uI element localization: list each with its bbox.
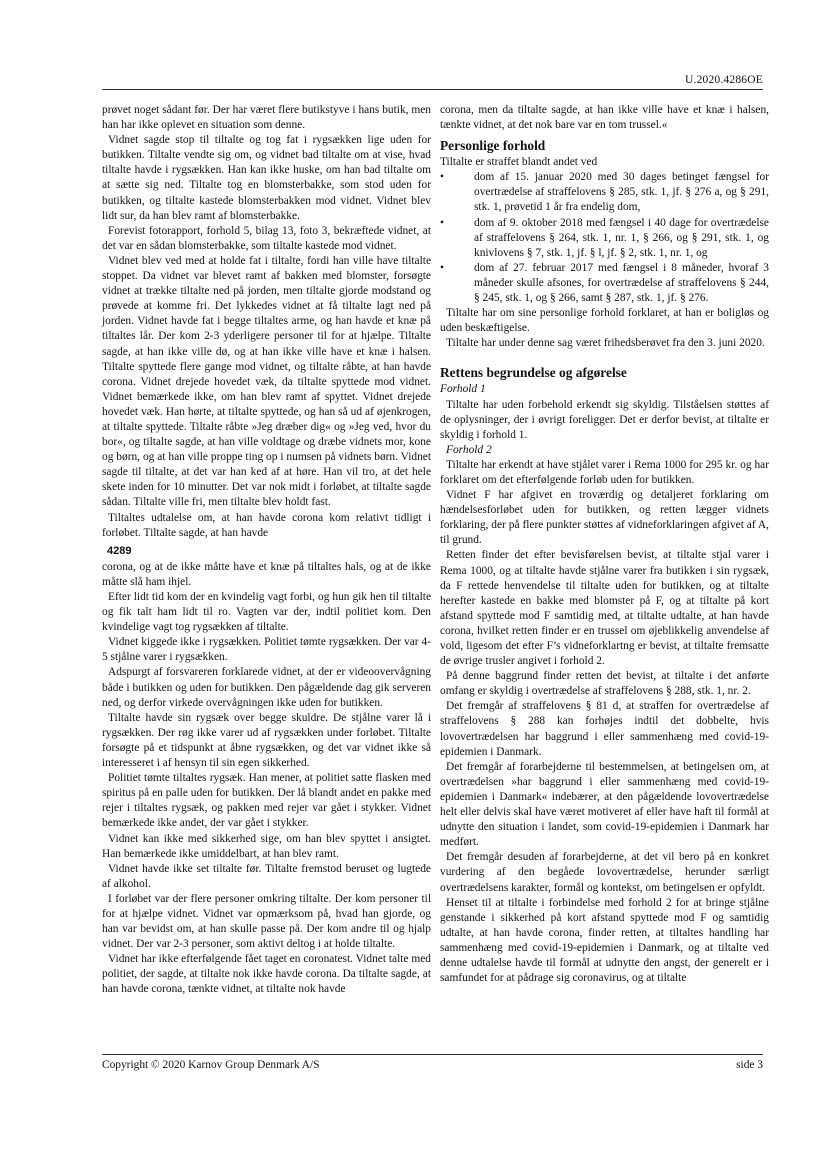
paragraph: På denne baggrund finder retten det bevist, at tiltalte i det anførte omfang er skyldig i overtrædelse af straffelovens § 288, stk. 1, nr. 2. [440,670,769,698]
paragraph: Tiltalte er straffet blandt andet ved [440,156,598,169]
subheading-forhold-1: Forhold 1 [440,383,486,396]
paragraph: Vidnet har ikke efterfølgende fået taget en coronatest. Vidnet talte med politiet, der sagde, at tiltalte nok ikke havde corona. Da tiltalte sagde, at han havde corona, tænkte vidnet, at tiltalte nok havde [102,953,431,996]
paragraph: Tiltalte har erkendt at have stjålet varer i Rema 1000 for 295 kr. og har forklaret om det efterfølgende forløb uden for butikken. [440,458,769,486]
list-item-text: dom af 15. januar 2020 med 30 dages betinget fængsel for overtrædelse af straffelovens § 285, stk. 1, jf. § 276 a, og § 291, stk. 1, prøvetid 1 år fra endelig dom, [474,171,769,214]
paragraph: Adspurgt af forsvareren forklarede vidnet, at der er videoovervågning både i butikken og uden for butikken. Den pågældende dag gik serveren ned, og derfor virkede overvågningen ikke uden for butikken. [102,666,431,709]
list-item-text: dom af 27. februar 2017 med fængsel i 8 måneder, hvoraf 3 måneder skulle afsones, for overtrædelse af straffelovens § 244, § 245, stk. 1, og § 266, samt § 287, stk. 1, jf. § 276. [474,261,769,305]
list-item [440,261,769,306]
paragraph: Tiltalte har uden forbehold erkendt sig skyldig. Tilståelsen støttes af de oplysninger, der i øvrigt foreligger. Det er derfor bevist, at tiltalte er skyldig i forhold 1. [440,398,769,441]
paragraph: Det fremgår desuden af forarbejderne, at det vil bero på en konkret vurdering af den begåede lovovertrædelse, herunder særligt overtrædelsens karakter, formål og kontekst, om betingelsen er opfyldt. [440,851,769,894]
page-marker: 4289 [107,544,132,557]
header-rule [102,89,763,90]
footer-rule [102,1054,763,1055]
paragraph: Det fremgår af straffelovens § 81 d, at straffen for overtrædelse af straffelovens § 288 kan forhøjes indtil det dobbelte, hvis lovovertrædelsen har baggrund i eller sammenhæng med covid-19-epidemien i Danmark. [440,700,769,758]
copyright-notice: Copyright © 2020 Karnov Group Denmark A/S [102,1059,320,1071]
paragraph: Vidnet blev ved med at holde fat i tiltalte, fordi han ville have tiltalte stoppet. Da vidnet var blevet ramt af bakken med blomster, forsøgte vidnet at trække tiltalte ned på jorden, men tiltalte gjorde modstand og prøvede at komme fri. Det lykkedes vidnet at få tiltalte lagt ned på jorden. Vidnet havde fat i begge tiltaltes arme, og han havde et knæ på tiltaltes lår. Der kom 2-3 yderligere personer til for at hjælpe. Tiltalte sagde, at han ikke ville dø, og at han ikke ville have et knæ i halsen. Tiltalte spyttede flere gange mod vidnet, og tiltalte råbte, at han havde corona. Vidnet drejede hovedet væk, da tiltalte spyttede mod vidnet. Vidnet bemærkede ikke, om han blev ramt af spyttet. Vidnet drejede hovedet væk. Han hørte, at tiltalte spyttede, og han så ud af øjenkrogen, at tiltalte spyttede. Tiltalte råbte »Jeg dræber dig« og »Jeg ved, hvor du bor«, og tiltalte sagde, at han ville voldtage og dræbe vidnets mor, kone og børn, og at han ville proppe ting op i numsen på vidnets børn. Vidnet sagde til tiltalte, at det var han ked af at høre. Han vil tro, at det hele skete inden for 10 minutter. Det var nok midt i forløbet, at tiltalte sagde sådan. Tiltalte ville fri, men tiltalte blev holdt fast. [102,254,431,509]
paragraph: Det fremgår af forarbejderne til bestemmelsen, at betingelsen om, at overtrædelsen »har baggrund i eller sammenhæng med covid-19-epidemien i Danmark« indebærer, at den pågældende lovovertrædelse helt eller delvis skal have været motiveret af eller have haft til formål at udnytte den situation i landet, som covid-19-epidemien i Danmark har medført. [440,760,769,849]
subheading-forhold-2: Forhold 2 [446,443,492,456]
page-number: side 3 [736,1059,763,1071]
left-column [102,103,431,998]
bullet-icon: • [440,216,444,229]
bullet-icon: • [440,261,444,274]
document-id: U.2020.4286OE [685,74,763,86]
section-heading-reasoning: Rettens begrundelse og afgørelse [440,365,627,381]
paragraph: corona, men da tiltalte sagde, at han ikke ville have et knæ i halsen, tænkte vidnet, at det nok bare var en tom trussel.« [440,104,769,132]
paragraph: Retten finder det efter bevisførelsen bevist, at tiltalte stjal varer i Rema 1000, og at tiltalte havde stjålne varer fra butikken i sin rygsæk, da F rettede henvendelse til tiltalte uden for butikken, og at tiltalte herefter kastede en bakke med blomster på F, og at tiltalte på kort afstand spyttede mod F samtidig med, at tiltalte udtalte, at han havde corona, hvilket retten finder er en trussel om øjeblikkelig anvendelse af vold, ligesom det efter F’s vidneforklartng er bevist, at tiltalte fremsatte de øvrige trusler angivet i forhold 2. [440,549,769,668]
paragraph: prøvet noget sådant før. Der har været flere butikstyve i hans butik, men han har ikke oplevet en situation som denne. [102,104,431,132]
paragraph: corona, og at de ikke måtte have et knæ på tiltaltes hals, og at de ikke måtte slå ham ihjel. [102,560,431,588]
conviction-list [440,170,769,306]
right-column [440,103,769,986]
paragraph: Politiet tømte tiltaltes rygsæk. Han mener, at politiet satte flasken med spiritus på en palle uden for butikken. Der lå blandt andet en pakke med rejer i tiltaltes rygsæk, og pakken med rejer var gået i stykker. Vidnet bemærkede ikke andet, der var gået i stykker. [102,772,431,830]
paragraph: Vidnet sagde stop til tiltalte og tog fat i rygsækken lige uden for butikken. Tiltalte vendte sig om, og vidnet bad tiltalte om at vise, hvad tiltalte havde i rygsækken. Han kan ikke huske, om han bad tiltalte om at sætte sig ned. Tiltalte tog en blomsterbakke, som stod uden for butikken, og tiltalte kastede blomsterbakken mod vidnet. Vidnet blev lidt sur, da han blev ramt af blomsterbakke. [102,134,431,222]
paragraph: Forevist fotorapport, forhold 5, bilag 13, foto 3, bekræftede vidnet, at det var en sådan blomsterbakke, som tiltalte kastede mod vidnet. [102,224,431,252]
paragraph: Tiltalte har om sine personlige forhold forklaret, at han er boligløs og uden beskæftigelse. [440,307,769,335]
paragraph: Vidnet kiggede ikke i rygsækken. Politiet tømte rygsækken. Der var 4-5 stjålne varer i rygsækken. [102,636,431,664]
list-item [440,216,769,261]
paragraph: Vidnet kan ikke med sikkerhed sige, om han blev spyttet i ansigtet. Han bemærkede ikke umiddelbart, at han blev ramt. [102,832,431,860]
section-heading-personal: Personlige forhold [440,138,546,154]
paragraph: Tiltalte har under denne sag været frihedsberøvet fra den 3. juni 2020. [446,337,765,350]
list-item [440,170,769,215]
paragraph: Vidnet havde ikke set tiltalte før. Tiltalte fremstod beruset og lugtede af alkohol. [102,862,431,890]
list-item-text: dom af 9. oktober 2018 med fængsel i 40 dage for overtrædelse af straffelovens § 264, stk. 1, nr. 1, § 266, og § 291, stk. 1, og knivlovens § 7, stk. 1, jf. § l, jf. § 2, stk. 1, nr. 1, og [474,216,769,259]
paragraph: Vidnet F har afgivet en troværdig og detaljeret forklaring om hændelsesforløbet uden for butikken, og retten lægger vidnets forklaring, der på flere punkter støttes af vidneforklaringen afgivet af A, til grund. [440,489,769,547]
bullet-icon: • [440,171,444,184]
paragraph: I forløbet var der flere personer omkring tiltalte. Der kom personer til for at hjælpe vidnet. Vidnet var opmærksom på, hvad han gjorde, og han var bevidst om, at han skulle passe på. Der kom andre til og hjalp vidnet. Der var 2-3 personer, som aktivt deltog i at holde tiltalte. [102,892,431,951]
paragraph: Efter lidt tid kom der en kvindelig vagt forbi, og hun gik hen til tiltalte og fik talt ham lidt til ro. Vagten var der, indtil politiet kom. Den kvindelige vagt tog rygsækken af tiltalte. [102,591,431,634]
paragraph: Tiltaltes udtalelse om, at han havde corona kom relativt tidligt i forløbet. Tiltalte sagde, at han havde [102,511,431,539]
paragraph: Henset til at tiltalte i forbindelse med forhold 2 for at bringe stjålne genstande i sikkerhed på kort afstand spyttede mod F og samtidig udtalte, at han havde corona, finder retten, at tiltaltes handling har sammenhæng med covid-19-epidemien i Danmark, og at tiltalte ved denne udtalelse havde til formål at udnytte den angst, der generelt er i samfundet for at pådrage sig coronavirus, og at tiltalte [440,896,769,985]
paragraph: Tiltalte havde sin rygsæk over begge skuldre. De stjålne varer lå i rygsækken. Der røg ikke varer ud af rygsækken under forløbet. Tiltalte forsøgte på et tidspunkt at åbne rygsækken, og det var vidnet ikke så interesseret i af hensyn til sin egen sikkerhed. [102,711,431,770]
